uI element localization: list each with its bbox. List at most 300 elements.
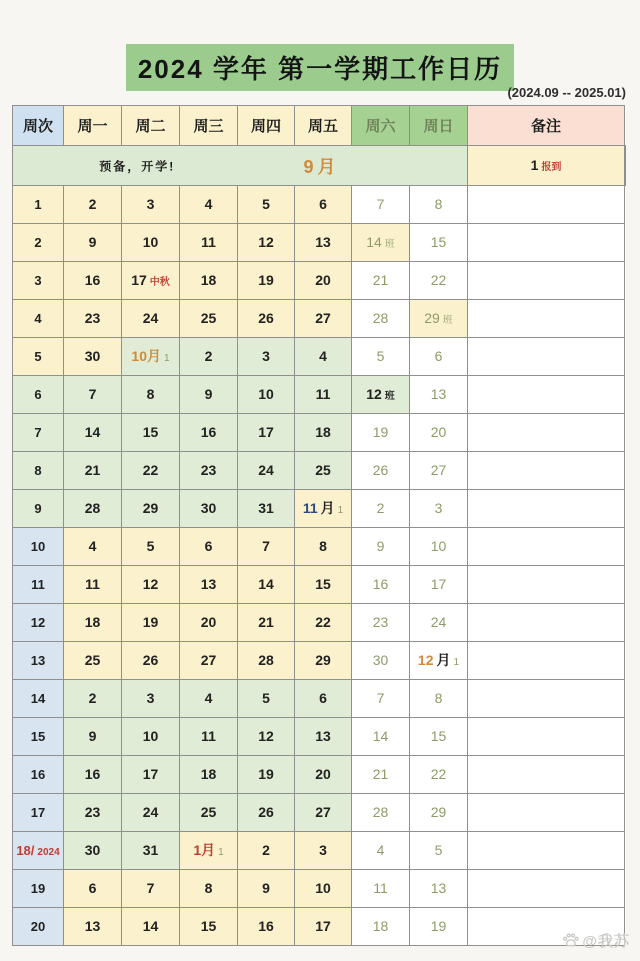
day-cell xyxy=(64,756,122,794)
day-cell xyxy=(180,224,238,262)
note-cell xyxy=(468,376,625,414)
cell-text: 2024 xyxy=(37,846,60,858)
cell-text: 25 xyxy=(315,461,331,478)
cell-text: 2 xyxy=(376,499,385,516)
day-cell xyxy=(295,224,352,262)
day-cell xyxy=(295,186,352,224)
day-cell xyxy=(238,490,295,528)
day-cell xyxy=(122,680,180,718)
cell-text: 6 xyxy=(319,689,327,706)
day-cell xyxy=(122,566,180,604)
week-row xyxy=(13,224,626,262)
day-cell xyxy=(180,528,238,566)
cell-text: 7 xyxy=(262,537,270,554)
cell-text: 26 xyxy=(372,461,389,478)
cell-text: 23 xyxy=(84,309,101,326)
cell-text: 10月 xyxy=(131,347,161,364)
cell-text: 7 xyxy=(376,195,385,212)
cell-text: 10 xyxy=(30,538,46,554)
cell-text: 22 xyxy=(315,613,331,630)
day-cell xyxy=(295,756,352,794)
cell-text: 20 xyxy=(430,423,447,440)
day-cell xyxy=(410,528,468,566)
cell-text: 2 xyxy=(262,841,270,858)
cell-text: 11 xyxy=(201,233,216,250)
cell-text: 21 xyxy=(84,461,101,478)
day-cell xyxy=(238,300,295,338)
column-header: 周二 xyxy=(122,106,180,146)
week-row xyxy=(13,414,626,452)
day-cell xyxy=(238,604,295,642)
day-cell xyxy=(64,642,122,680)
column-header: 周六 xyxy=(352,106,410,146)
cell-text: 6 xyxy=(34,386,42,402)
day-cell xyxy=(64,908,122,946)
day-cell xyxy=(410,224,468,262)
day-cell xyxy=(410,604,468,642)
cell-text: 13 xyxy=(30,652,46,668)
note-cell xyxy=(468,642,625,680)
cell-text: 4 xyxy=(34,310,42,326)
day-cell xyxy=(64,604,122,642)
column-header: 周五 xyxy=(295,106,352,146)
day-cell xyxy=(64,186,122,224)
cell-text: 9 xyxy=(88,233,97,250)
cell-text: 19 xyxy=(258,765,274,782)
day-cell xyxy=(352,908,410,946)
cell-text: 18 xyxy=(372,917,389,934)
week-number-cell xyxy=(13,794,64,832)
day-cell xyxy=(122,718,180,756)
day-cell xyxy=(295,566,352,604)
note-cell xyxy=(468,490,625,528)
day-cell xyxy=(64,832,122,870)
day-cell xyxy=(352,414,410,452)
cell-text: 12 xyxy=(142,575,159,592)
day-cell xyxy=(180,414,238,452)
day-cell xyxy=(122,870,180,908)
day-cell xyxy=(352,870,410,908)
cell-text: 8 xyxy=(146,385,155,402)
day-cell xyxy=(352,794,410,832)
day-cell xyxy=(122,262,180,300)
day-cell xyxy=(410,376,468,414)
day-cell xyxy=(180,908,238,946)
day-cell xyxy=(238,528,295,566)
cell-text: 月 xyxy=(436,651,451,668)
column-header: 周一 xyxy=(64,106,122,146)
cell-text: 11 xyxy=(85,575,100,592)
day-cell xyxy=(180,680,238,718)
cell-text: 16 xyxy=(200,423,217,440)
cell-text: 18 xyxy=(84,613,101,630)
cell-text: 15 xyxy=(142,423,159,440)
day-cell xyxy=(122,300,180,338)
day-cell xyxy=(410,338,468,376)
cell-text: 24 xyxy=(430,613,447,630)
cell-text: 12 xyxy=(366,385,382,402)
cell-text: 25 xyxy=(84,651,101,668)
day-cell xyxy=(64,338,122,376)
cell-text: 14 xyxy=(30,690,46,706)
cell-text: 4 xyxy=(376,841,385,858)
day-cell xyxy=(180,756,238,794)
week-number-cell xyxy=(13,376,64,414)
week-row xyxy=(13,870,626,908)
cell-text: 2 xyxy=(88,195,97,212)
cell-text: 4 xyxy=(204,689,213,706)
cell-text: 19 xyxy=(258,271,274,288)
cell-text: 13 xyxy=(84,917,101,934)
day-cell xyxy=(410,414,468,452)
cell-text: 19 xyxy=(430,917,447,934)
day-cell xyxy=(410,642,468,680)
week-number-cell xyxy=(13,528,64,566)
cell-text: 16 xyxy=(372,575,389,592)
day-cell xyxy=(295,642,352,680)
week-number-cell xyxy=(13,642,64,680)
cell-text: 10 xyxy=(142,727,159,744)
cell-text: 5 xyxy=(262,195,270,212)
cell-text: 29 xyxy=(315,651,331,668)
day-cell xyxy=(180,490,238,528)
day-cell xyxy=(295,300,352,338)
day-cell xyxy=(352,718,410,756)
cell-text: 班 xyxy=(384,238,395,250)
day-cell xyxy=(180,186,238,224)
day-cell xyxy=(410,756,468,794)
week-number-cell xyxy=(13,300,64,338)
note-cell xyxy=(468,604,625,642)
week-row xyxy=(13,338,626,376)
day-cell xyxy=(352,376,410,414)
cell-text: 5 xyxy=(434,841,443,858)
cell-text: 17 xyxy=(315,917,331,934)
cell-text: 8 xyxy=(204,879,213,896)
day-cell xyxy=(238,414,295,452)
day-cell xyxy=(64,870,122,908)
cell-text: 1月 xyxy=(193,841,216,858)
day-cell xyxy=(64,680,122,718)
day-cell xyxy=(122,794,180,832)
day-cell xyxy=(410,566,468,604)
cell-text: 24 xyxy=(142,309,159,326)
semester-date-range: (2024.09 -- 2025.01) xyxy=(507,85,626,100)
cell-text: 16 xyxy=(84,765,101,782)
cell-text: 11 xyxy=(302,499,318,516)
cell-text: 19 xyxy=(30,880,46,896)
cell-text: 24 xyxy=(258,461,274,478)
cell-text: 4 xyxy=(204,195,213,212)
cell-text: 6 xyxy=(319,195,327,212)
day-cell xyxy=(410,680,468,718)
cell-text: 9 xyxy=(34,500,42,516)
day-cell xyxy=(64,794,122,832)
day-cell xyxy=(180,604,238,642)
day-cell xyxy=(180,794,238,832)
note-cell xyxy=(468,186,625,224)
week-row xyxy=(13,604,626,642)
cell-text: 5 xyxy=(146,537,155,554)
week-row xyxy=(13,452,626,490)
day-cell xyxy=(180,300,238,338)
day-cell xyxy=(352,642,410,680)
day-cell xyxy=(180,642,238,680)
day-cell xyxy=(238,262,295,300)
cell-text: 24 xyxy=(142,803,159,820)
cell-text: 13 xyxy=(315,233,331,250)
cell-text: 15 xyxy=(200,917,217,934)
day-cell xyxy=(410,262,468,300)
cell-text: 14 xyxy=(258,575,274,592)
cell-text: 9 xyxy=(204,385,213,402)
cell-text: 20 xyxy=(30,918,46,934)
day-cell xyxy=(238,794,295,832)
cell-text: 11 xyxy=(315,385,331,402)
cell-text: 班 xyxy=(442,314,453,326)
week-number-cell xyxy=(13,262,64,300)
day-cell xyxy=(122,490,180,528)
cell-text: 28 xyxy=(258,651,274,668)
day-cell xyxy=(238,680,295,718)
cell-text: 16 xyxy=(84,271,101,288)
day-cell xyxy=(180,338,238,376)
cell-text: 29 xyxy=(424,309,440,326)
day-cell xyxy=(410,908,468,946)
cell-text: 8 xyxy=(319,537,327,554)
week-number-cell xyxy=(13,680,64,718)
cell-text: 22 xyxy=(430,765,447,782)
cell-text: 30 xyxy=(84,841,101,858)
day-cell xyxy=(295,870,352,908)
cell-text: 30 xyxy=(200,499,217,516)
cell-text: 9 xyxy=(88,727,97,744)
cell-text: 23 xyxy=(84,803,101,820)
cell-text: 6 xyxy=(88,879,97,896)
day-cell xyxy=(410,452,468,490)
day-cell xyxy=(295,338,352,376)
cell-text: 12 xyxy=(30,614,46,630)
cell-text: 27 xyxy=(200,651,217,668)
week-row xyxy=(13,832,626,870)
cell-text: 3 xyxy=(262,347,270,364)
work-calendar-table xyxy=(12,105,626,946)
cell-text: 3 xyxy=(146,195,155,212)
cell-text: 15 xyxy=(30,728,46,744)
day-cell xyxy=(122,376,180,414)
day-cell xyxy=(295,376,352,414)
cell-text: 27 xyxy=(430,461,447,478)
note-cell xyxy=(468,870,625,908)
cell-text: 17 xyxy=(430,575,447,592)
day-cell xyxy=(180,262,238,300)
cell-text: 30 xyxy=(84,347,101,364)
week-row xyxy=(13,490,626,528)
cell-text: 1 xyxy=(530,156,539,173)
day-cell xyxy=(180,870,238,908)
day-cell xyxy=(180,718,238,756)
cell-text: 2 xyxy=(88,689,97,706)
cell-text: 9 xyxy=(262,879,270,896)
day-cell xyxy=(180,832,238,870)
week-number-cell xyxy=(13,490,64,528)
week-number-cell xyxy=(13,186,64,224)
day-cell xyxy=(122,414,180,452)
cell-text: 27 xyxy=(315,309,331,326)
day-cell xyxy=(295,490,352,528)
cell-text: 8 xyxy=(434,689,443,706)
watermark-text: @我苏 xyxy=(582,933,630,950)
cell-text: 28 xyxy=(372,309,389,326)
day-cell xyxy=(238,376,295,414)
cell-text: 11 xyxy=(201,727,216,744)
note-cell xyxy=(468,566,625,604)
day-cell xyxy=(352,452,410,490)
day-cell xyxy=(352,756,410,794)
note-cell xyxy=(468,338,625,376)
cell-text: 20 xyxy=(200,613,217,630)
cell-text: 21 xyxy=(258,613,274,630)
day-cell xyxy=(64,452,122,490)
cell-text: 14 xyxy=(142,917,159,934)
cell-text: 20 xyxy=(315,271,331,288)
day-cell xyxy=(295,452,352,490)
cell-text: 17 xyxy=(131,271,147,288)
day-cell xyxy=(295,604,352,642)
day-cell xyxy=(352,832,410,870)
day-cell xyxy=(122,832,180,870)
cell-text: 7 xyxy=(34,424,42,440)
note-cell xyxy=(468,756,625,794)
day-cell xyxy=(238,642,295,680)
day-cell xyxy=(238,908,295,946)
day-cell xyxy=(122,452,180,490)
note-cell xyxy=(468,414,625,452)
day-cell xyxy=(64,376,122,414)
cell-text: 20 xyxy=(315,765,331,782)
cell-text: 12 xyxy=(258,233,274,250)
cell-text: 15 xyxy=(430,233,447,250)
day-cell xyxy=(122,186,180,224)
cell-text: 7 xyxy=(88,385,97,402)
day-cell xyxy=(410,300,468,338)
cell-text: 报到 xyxy=(541,161,562,173)
week-row xyxy=(13,756,626,794)
day-cell xyxy=(238,566,295,604)
cell-text: 11 xyxy=(31,576,45,592)
day-cell xyxy=(352,186,410,224)
day-cell xyxy=(352,300,410,338)
day-cell xyxy=(352,566,410,604)
cell-text: 28 xyxy=(84,499,101,516)
cell-text: 4 xyxy=(319,347,327,364)
watermark xyxy=(562,930,630,951)
cell-text: 21 xyxy=(372,765,389,782)
day-cell xyxy=(410,718,468,756)
cell-text: 10 xyxy=(142,233,159,250)
day-cell xyxy=(238,832,295,870)
cell-text: 17 xyxy=(30,804,46,820)
day-cell xyxy=(295,262,352,300)
note-cell xyxy=(468,262,625,300)
week-row xyxy=(13,642,626,680)
cell-text: 26 xyxy=(258,803,274,820)
cell-text: 8 xyxy=(434,195,443,212)
day-cell xyxy=(352,224,410,262)
cell-text: 1 xyxy=(164,352,170,364)
day-cell xyxy=(238,224,295,262)
cell-text: 5 xyxy=(262,689,270,706)
cell-text: 2 xyxy=(34,234,42,250)
registration-day-cell xyxy=(468,146,625,186)
cell-text: 15 xyxy=(315,575,331,592)
cell-text: 10 xyxy=(258,385,274,402)
cell-text: 班 xyxy=(384,390,395,402)
september-month-label: 9月 xyxy=(303,156,340,177)
day-cell xyxy=(352,680,410,718)
day-cell xyxy=(180,376,238,414)
day-cell xyxy=(64,224,122,262)
day-cell xyxy=(180,566,238,604)
week-row xyxy=(13,186,626,224)
handwritten-note: 预备，开学! xyxy=(99,159,176,173)
cell-text: 4 xyxy=(88,537,97,554)
day-cell xyxy=(238,452,295,490)
cell-text: 11 xyxy=(373,879,388,896)
week-number-cell xyxy=(13,604,64,642)
september-merged-cell xyxy=(13,146,468,186)
week-number-cell xyxy=(13,338,64,376)
note-cell xyxy=(468,528,625,566)
note-cell xyxy=(468,832,625,870)
cell-text: 19 xyxy=(372,423,389,440)
day-cell xyxy=(238,870,295,908)
day-cell xyxy=(122,224,180,262)
day-cell xyxy=(352,262,410,300)
day-cell xyxy=(122,642,180,680)
cell-text: 1 xyxy=(453,656,460,668)
cell-text: 18 xyxy=(315,423,331,440)
column-header: 周次 xyxy=(13,106,64,146)
cell-text: 13 xyxy=(430,879,447,896)
cell-text: 8 xyxy=(34,462,42,478)
day-cell xyxy=(410,186,468,224)
cell-text: 21 xyxy=(372,271,389,288)
day-cell xyxy=(352,528,410,566)
day-cell xyxy=(64,566,122,604)
cell-text: 16 xyxy=(258,917,274,934)
cell-text: 13 xyxy=(315,727,331,744)
cell-text: 25 xyxy=(200,309,217,326)
day-cell xyxy=(295,414,352,452)
week-number-cell xyxy=(13,718,64,756)
cell-text: 17 xyxy=(258,423,274,440)
cell-text: 5 xyxy=(376,347,385,364)
cell-text: 1 xyxy=(218,846,224,858)
week-row xyxy=(13,718,626,756)
week-number-cell xyxy=(13,414,64,452)
day-cell xyxy=(122,604,180,642)
week-number-cell xyxy=(13,908,64,946)
cell-text: 13 xyxy=(200,575,217,592)
cell-text: 16 xyxy=(30,766,46,782)
week-row xyxy=(13,300,626,338)
cell-text: 中秋 xyxy=(149,276,170,288)
cell-text: 6 xyxy=(204,537,213,554)
header-row xyxy=(13,106,626,146)
day-cell xyxy=(295,832,352,870)
cell-text: 14 xyxy=(372,727,389,744)
